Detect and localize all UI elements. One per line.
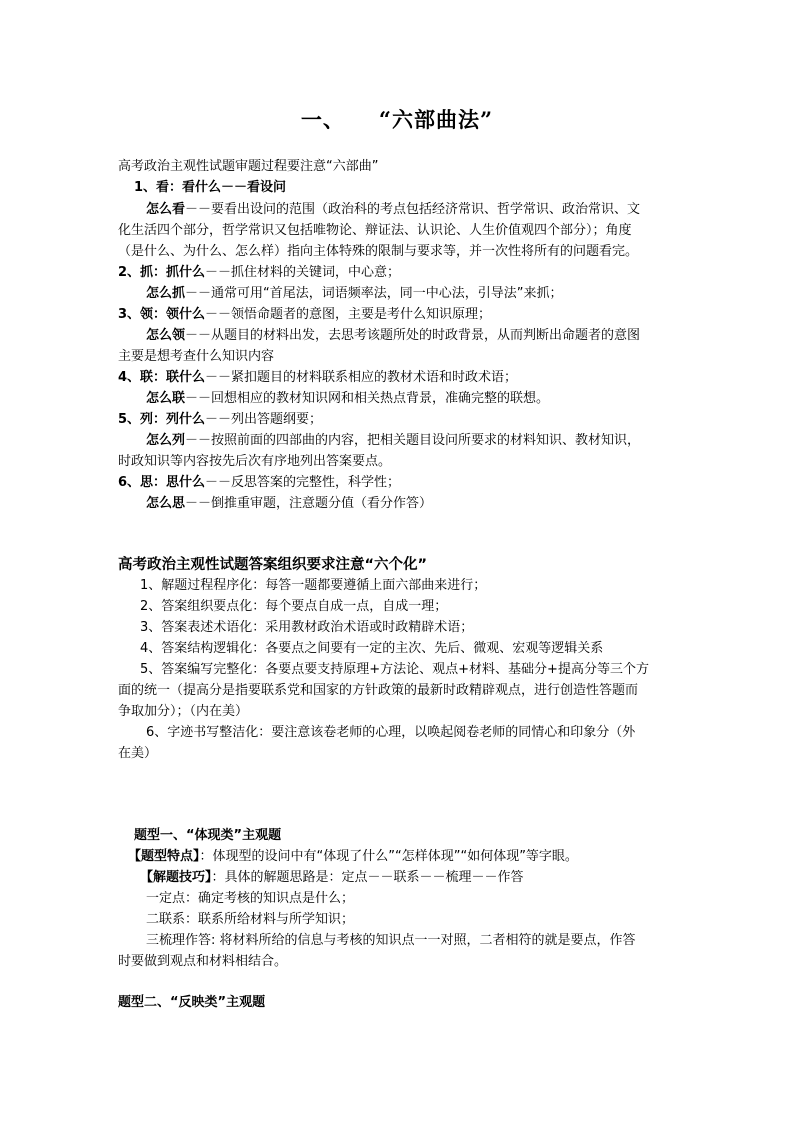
page-title (0, 104, 794, 134)
s2-item: 争取加分）；（内在美） (118, 704, 249, 719)
s2-item: 2、答案组织要点化：每个要点自成一点，自成一理； (140, 599, 448, 614)
s1-step2-line: 2、抓：抓什么－－抓住材料的关键词，中心意； (118, 265, 401, 280)
s3-technique-line: 【解题技巧】：具体的解题思路是：定点－－联系－－梳理－－作答 (140, 870, 524, 885)
s1-step5-line: 5、列：列什么－－列出答题纲要； (118, 412, 323, 427)
s2-item: 3、答案表述术语化：采用教材政治术语或时政精辟术语； (140, 620, 474, 635)
s1-step6-line: 6、思：思什么－－反思答案的完整性，科学性； (118, 475, 401, 490)
s2-item: 5、答案编写完整化：各要点要支持原理+方法论、观点+材料、基础分+提高分等三个方 (140, 662, 649, 677)
s3-step: 时要做到观点和材料相结合。 (118, 954, 288, 969)
title-text: “六部曲法” (378, 107, 494, 132)
s1-step5-line: 怎么列－－按照前面的四部曲的内容，把相关题目设问所要求的材料知识、教材知识， (146, 433, 641, 448)
s1-step3-line: 主要是想考查什么知识内容 (118, 349, 275, 364)
s2-item: 6、字迹书写整洁化：要注意该卷老师的心理，以唤起阅卷老师的同情心和印象分（外 (146, 725, 636, 740)
section1-heading: 高考政治主观性试题审题过程要注意“六部曲” (118, 159, 379, 174)
s1-step3-line: 怎么领－－从题目的材料出发，去思考该题所处的时政背景，从而判断出命题者的意图 (146, 328, 641, 343)
title-number: 一、 (300, 107, 345, 132)
s3-feature-line: 【题型特点】：体现型的设问中有“体现了什么”“怎样体现”“如何体现”等字眼。 (128, 849, 578, 864)
s3-step: 三梳理作答: 将材料所给的信息与考核的知识点一一对照，二者相符的就是要点，作答 (146, 933, 636, 948)
s2-item: 4、答案结构逻辑化：各要点之间要有一定的主次、先后、微观、宏观等逻辑关系 (140, 641, 604, 656)
s1-step1-line: 化生活四个部分，哲学常识又包括唯物论、辩证法、认识论、人生价值观四个部分）；角度 (118, 223, 632, 238)
s1-step5-line: 时政知识等内容按先后次有序地列出答案要点。 (118, 454, 392, 469)
s1-step4-line: 4、联：联什么－－紧扣题目的材料联系相应的教材术语和时政术语； (118, 370, 518, 385)
s2-item: 1、解题过程程序化：每答一题都要遵循上面六部曲来进行； (140, 578, 487, 593)
section4-heading: 题型二、“反映类”主观题 (118, 995, 266, 1010)
section2-heading: 高考政治主观性试题答案组织要求注意“六个化” (118, 557, 428, 573)
s1-step3-line: 3、领：领什么－－领悟命题者的意图，主要是考什么知识原理； (118, 307, 492, 322)
s3-step: 一定点：确定考核的知识点是什么； (146, 891, 355, 906)
s1-step6-line: 怎么思－－倒推重审题，注意题分值（看分作答） (146, 496, 433, 511)
s2-item: 面的统一（提高分是指要联系党和国家的方针政策的最新时政精辟观点，进行创造性答题而 (118, 683, 639, 698)
s2-item: 在美） (118, 746, 158, 761)
s1-step2-line: 怎么抓－－通常可用“首尾法，词语频率法，同一中心法，引导法”来抓； (146, 286, 563, 301)
s3-step: 二联系：联系所给材料与所学知识； (146, 912, 355, 927)
section3-heading: 题型一、“体现类”主观题 (134, 828, 282, 843)
s1-step1-line: 怎么看－－要看出设问的范围（政治科的考点包括经济常识、哲学常识、政治常识、文 (146, 202, 641, 217)
s1-step1-heading: 1、看：看什么－－看设问 (134, 180, 287, 195)
s1-step1-line: （是什么、为什么、怎么样）指向主体特殊的限制与要求等，并一次性将所有的问题看完。 (118, 244, 639, 259)
s1-step4-line: 怎么联－－回想相应的教材知识网和相关热点背景，准确完整的联想。 (146, 391, 550, 406)
